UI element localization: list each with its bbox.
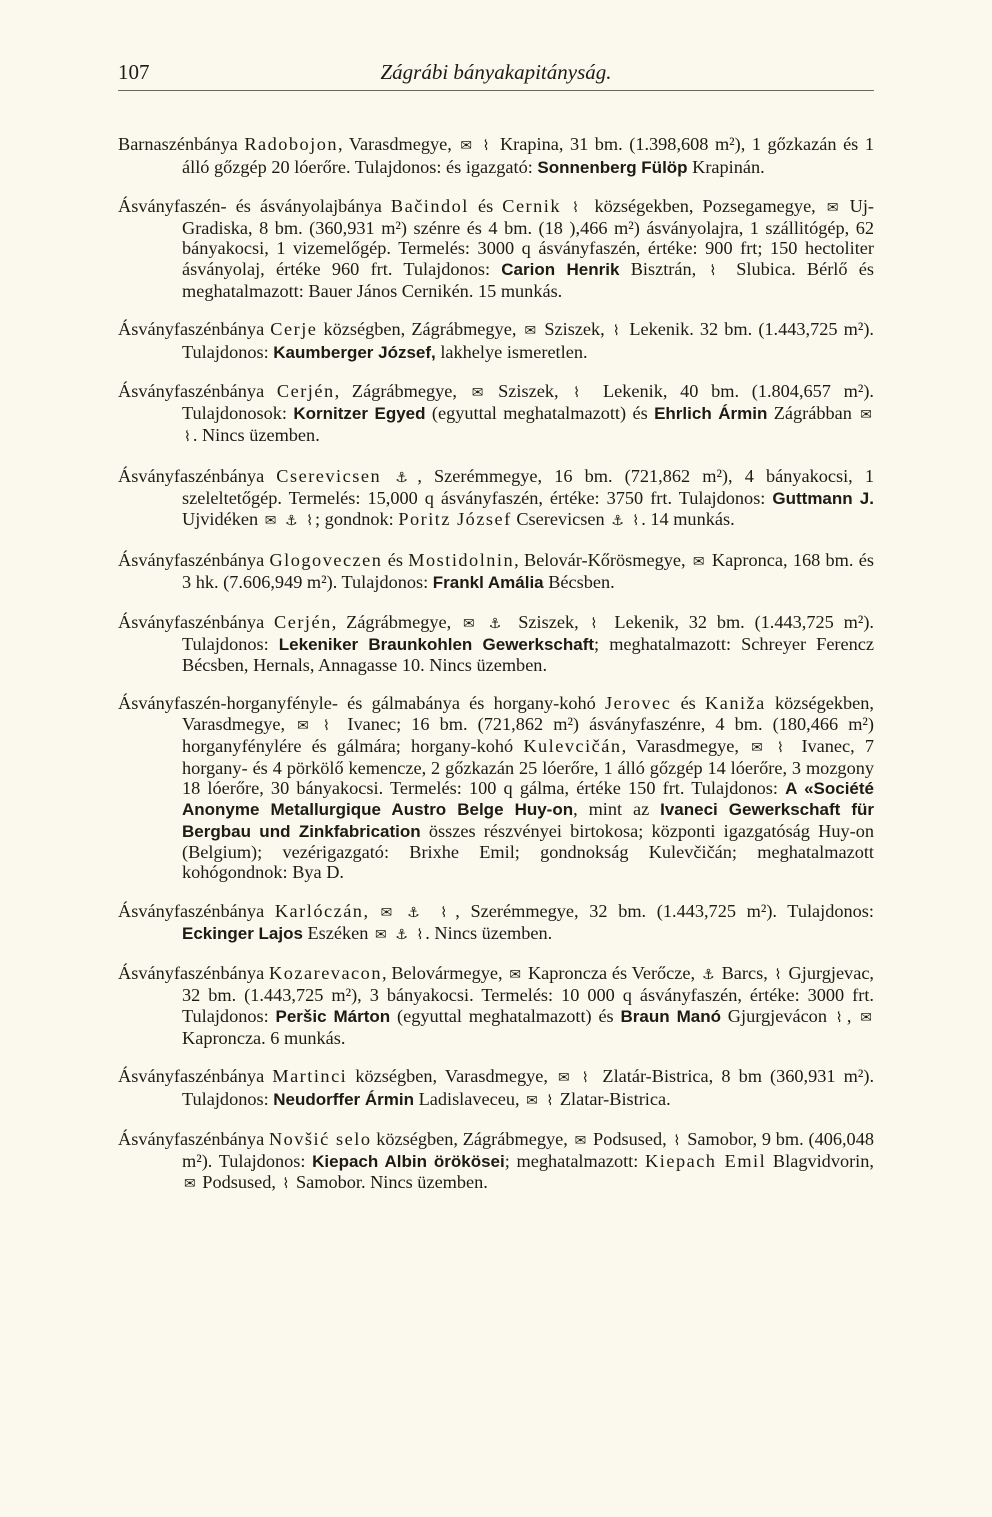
- envelope-icon: ✉: [297, 717, 309, 734]
- entry-text: Blagvidvorin,: [766, 1151, 874, 1172]
- envelope-icon: ✉: [751, 739, 763, 756]
- entry-text: [477, 612, 487, 632]
- envelope-icon: ✉: [526, 1092, 538, 1109]
- owner-name: Neudorffer Ármin: [273, 1089, 414, 1109]
- telegraph-icon: ⌇: [835, 1009, 845, 1026]
- entry-text: Lekenik, 32 bm. (1.443,725 m²). Tulajdonos:: [182, 611, 874, 654]
- entry-text: , Belovár-Kőrösmegye,: [514, 549, 691, 570]
- place-name: Jerovec: [605, 693, 672, 714]
- entry-text: és: [468, 196, 503, 216]
- mine-entry: [118, 901, 874, 945]
- entry-text: , Varasdmegye,: [338, 134, 459, 155]
- telegraph-icon: ⌇: [632, 513, 640, 530]
- entry-text: Ásványfaszén- és ásványolajbánya: [118, 196, 391, 216]
- envelope-icon: ✉: [463, 615, 475, 632]
- telegraph-icon: ⌇: [776, 739, 790, 756]
- entry-text: Eszéken: [302, 922, 373, 943]
- entry-text: Kaproncza és Verőcze,: [523, 963, 700, 984]
- page-header: [118, 60, 874, 91]
- envelope-icon: ✉: [692, 553, 705, 570]
- entry-text: Ásványfaszénbánya: [118, 611, 275, 632]
- page-number: 107: [118, 60, 150, 84]
- entry-text: Kaproncza. 6 munkás.: [182, 1027, 346, 1048]
- railway-icon: ⚓: [611, 513, 624, 530]
- entry-text: és: [382, 549, 409, 570]
- entry-text: Kapronca, 168 bm. és 3 hk. (7.606,949 m²). Tulajdonos:: [182, 549, 874, 593]
- telegraph-icon: ⌇: [774, 967, 782, 984]
- envelope-icon: ✉: [374, 926, 387, 943]
- railway-icon: ⚓: [488, 615, 507, 632]
- entry-text: községben, Zágrábmegye,: [371, 1129, 573, 1150]
- entry-text: Krapinán.: [687, 156, 765, 177]
- railway-icon: ⚓: [395, 469, 416, 486]
- owner-name: Peršic Márton: [275, 1006, 391, 1026]
- envelope-icon: ✉: [860, 1009, 872, 1026]
- telegraph-icon: ⌇: [573, 385, 589, 402]
- entry-text: [561, 196, 570, 216]
- mine-entry: [118, 550, 874, 593]
- entry-text: Ásványfaszénbánya: [118, 381, 277, 402]
- place-name: Martinci: [272, 1066, 348, 1087]
- telegraph-icon: ⌇: [673, 1133, 681, 1150]
- entry-text: , mint az: [573, 799, 661, 820]
- place-name: Cerjén: [276, 381, 335, 402]
- envelope-icon: ✉: [460, 138, 473, 155]
- telegraph-icon: ⌇: [440, 904, 454, 921]
- entry-text: Zlatár-Bistrica, 8 bm (360,931 m²). Tulajdonos:: [182, 1066, 875, 1109]
- entry-text: Sziszek,: [508, 611, 589, 632]
- mine-entry: [118, 381, 874, 448]
- entry-text: Ivanec, 7 horgany- és 4 pörkölő kemencze, 2 gőzkazán 25 lóerőre, 1 álló gőzgép 14 lóerőre, 3 mozgony 18 lóerőre, 30 bányakocsi. Termelés: 100 q gálma, értéke 150 frt. Tulajdonos:: [182, 735, 874, 799]
- entry-text: [765, 736, 775, 756]
- railway-icon: ⚓: [395, 926, 408, 943]
- mine-entry: [118, 963, 874, 1048]
- entry-text: Ásványfaszénbánya: [118, 319, 271, 340]
- envelope-icon: ✉: [184, 1176, 196, 1193]
- entry-text: Podsused,: [588, 1129, 672, 1150]
- entry-text: Barnaszénbánya: [118, 134, 245, 155]
- telegraph-icon: ⌇: [416, 926, 424, 943]
- running-head: Zágrábi bányakapitányság.: [380, 60, 612, 84]
- entry-text: Gjurgjevac, 32 bm. (1.443,725 m²), 3 bányakocsi. Termelés: 10 000 q ásványfaszén, értéke: 3000 frt. Tulajdonos:: [182, 963, 875, 1026]
- entry-text: [311, 714, 321, 734]
- place-name: Kulevcičán: [523, 735, 622, 756]
- telegraph-icon: ⌇: [590, 615, 603, 632]
- envelope-icon: ✉: [574, 1133, 587, 1150]
- entry-text: Ásványfaszénbánya: [118, 963, 270, 984]
- entry-text: , Szerémmegye, 16 bm. (721,862 m²), 4 bányakocsi, 1 szeleltetőgép. Termelés: 15,000 q ásványfaszén, értéke: 3750 frt. Tulajdonos:: [182, 465, 874, 509]
- entry-text: ; gondnok:: [315, 509, 399, 530]
- telegraph-icon: ⌇: [572, 200, 584, 216]
- entry-text: Barcs,: [716, 963, 773, 984]
- mine-entry: [118, 693, 874, 882]
- entry-text: Zágrábban: [767, 403, 859, 424]
- entry-list: [118, 116, 874, 1207]
- entry-text: Ásványfaszén-horganyfényle- és gálmabánya és horgany-kohó: [118, 693, 606, 714]
- entry-text: (egyuttal meghatalmazott) és: [390, 1005, 621, 1026]
- entry-text: és: [671, 693, 706, 714]
- entry-text: Ásványfaszénbánya: [118, 1066, 273, 1087]
- place-name: Bačindol: [390, 196, 469, 216]
- owner-name: Braun Manó: [620, 1006, 721, 1026]
- place-name: Radobojon: [244, 134, 339, 155]
- telegraph-icon: ⌇: [482, 138, 492, 155]
- owner-name: Frankl Amália: [432, 573, 544, 593]
- mine-entry: [118, 319, 874, 362]
- entry-text: , Zágrábmegye,: [331, 611, 462, 632]
- mine-entry: [118, 466, 874, 532]
- owner-name: Kiepach Albin örökösei: [312, 1152, 505, 1172]
- owner-name: Guttmann J.: [772, 489, 874, 509]
- mine-entry: [118, 612, 874, 676]
- mine-entry: [118, 134, 874, 177]
- entry-text: Bisztrán,: [619, 258, 708, 279]
- entry-text: Krapina, 31 bm. (1.398,608 m²), 1 gőzkazán és 1 álló gőzgép 20 lóerőre. Tulajdonos: és igazgató:: [182, 134, 874, 177]
- owner-name: Sonnenberg Fülöp: [537, 157, 688, 177]
- telegraph-icon: ⌇: [581, 1070, 593, 1087]
- mine-entry: [118, 1129, 874, 1195]
- place-name: Kiepach Emil: [645, 1151, 767, 1172]
- entry-text: ; meghatalmazott: Schreyer Ferencz Bécsben, Hernals, Annagasse 10. Nincs üzemben.: [182, 633, 874, 675]
- place-name: Mostidolnin: [408, 549, 515, 570]
- entry-text: [394, 901, 405, 921]
- place-name: Poritz József: [398, 509, 512, 530]
- owner-name: Eckinger Lajos: [182, 923, 303, 943]
- entry-text: [381, 466, 393, 486]
- entry-text: . Nincs üzemben.: [192, 425, 320, 446]
- entry-text: Ivanec; 16 bm. (721,862 m²) ásványfaszénre, 4 bm. (180,466 m²) horganyfénylére és gálmára; horgany-kohó: [182, 713, 875, 756]
- entry-text: községekben, Pozsegamegye,: [585, 196, 825, 216]
- entry-text: községben, Varasdmegye,: [347, 1066, 557, 1087]
- telegraph-icon: ⌇: [282, 1176, 290, 1193]
- entry-text: Ujvidéken: [182, 509, 263, 530]
- entry-text: községekben, Varasdmegye,: [182, 693, 874, 734]
- entry-text: Lekenik, 40 bm. (1.804,657 m²). Tulajdonosok:: [182, 381, 875, 424]
- entry-text: Cserevicsen: [511, 509, 610, 530]
- entry-text: [572, 1066, 580, 1086]
- entry-text: , Zágrábmegye,: [334, 381, 470, 402]
- entry-text: Lekenik. 32 bm. (1.443,725 m²). Tulajdonos:: [182, 319, 874, 362]
- entry-text: [474, 134, 481, 154]
- envelope-icon: ✉: [826, 200, 839, 216]
- owner-name: Kaumberger József,: [273, 342, 436, 362]
- entry-text: . 14 munkás.: [641, 509, 735, 530]
- place-name: Cerje: [270, 319, 318, 340]
- place-name: Cernik: [502, 196, 562, 216]
- entry-text: lakhelye ismeretlen.: [435, 341, 588, 362]
- telegraph-icon: ⌇: [709, 262, 723, 279]
- place-name: Cserevicsen: [276, 465, 382, 486]
- place-name: Novšić selo: [268, 1129, 372, 1150]
- entry-text: , Belovármegye,: [381, 963, 508, 984]
- envelope-icon: ✉: [558, 1070, 570, 1087]
- envelope-icon: ✉: [264, 513, 277, 530]
- entry-text: Ladislaveceu,: [414, 1088, 525, 1109]
- entry-text: (egyuttal meghatalmazott) és: [425, 403, 655, 424]
- entry-text: Podsused,: [197, 1172, 281, 1193]
- owner-name: A «Société Anonyme Metallurgique Austro Belge Huy-on: [182, 779, 875, 820]
- telegraph-icon: ⌇: [306, 513, 314, 530]
- telegraph-icon: ⌇: [184, 429, 191, 446]
- place-name: Glogoveczen: [269, 549, 383, 570]
- entry-text: Slubica. Bérlő és meghatalmazott: Bauer János Cernikén. 15 munkás.: [182, 258, 874, 301]
- owner-name: Ehrlich Ármin: [654, 404, 768, 424]
- envelope-icon: ✉: [471, 385, 484, 402]
- entry-text: ,: [846, 1005, 859, 1026]
- entry-text: Gjurgjevácon: [720, 1005, 834, 1026]
- envelope-icon: ✉: [860, 407, 873, 424]
- owner-name: Carion Henrik: [501, 259, 620, 279]
- mine-entry: [118, 196, 874, 301]
- railway-icon: ⚓: [285, 513, 298, 530]
- entry-text: . Nincs üzemben.: [425, 922, 553, 943]
- railway-icon: ⚓: [701, 967, 715, 984]
- entry-text: Sziszek,: [485, 381, 572, 402]
- telegraph-icon: ⌇: [612, 323, 622, 340]
- telegraph-icon: ⌇: [322, 717, 336, 734]
- entry-text: Ásványfaszénbánya: [118, 1129, 269, 1150]
- entry-text: [428, 901, 439, 921]
- owner-name: Kornitzer Egyed: [293, 404, 426, 424]
- entry-text: községben, Zágrábmegye,: [317, 319, 523, 340]
- telegraph-icon: ⌇: [546, 1092, 554, 1109]
- place-name: Karlóczán: [274, 900, 364, 921]
- entry-text: Ásványfaszénbánya: [118, 900, 275, 921]
- owner-name: Lekeniker Braunkohlen Gewerkschaft: [278, 634, 595, 654]
- place-name: Kaniža: [705, 693, 766, 714]
- envelope-icon: ✉: [380, 904, 393, 921]
- entry-text: Samobor, 9 bm. (406,048 m²). Tulajdonos:: [182, 1129, 874, 1172]
- entry-text: Ásványfaszénbánya: [118, 465, 277, 486]
- envelope-icon: ✉: [509, 967, 522, 984]
- entry-text: ; meghatalmazott:: [504, 1151, 646, 1172]
- entry-text: Ásványfaszénbánya: [118, 549, 270, 570]
- owner-name: Ivaneci Gewerkschaft für Bergbau und Zinkfabrication: [182, 800, 874, 841]
- entry-text: összes részvényei birtokosa; központi igazgatóság Huy-on (Belgium); vezérigazgató: Brixhe Emil; gondnokság Kulevčičán; meghatalmazott kohógondnok: Bya D.: [182, 820, 874, 883]
- entry-text: Bécsben.: [543, 572, 615, 593]
- entry-text: Zlatar-Bistrica.: [555, 1088, 671, 1109]
- railway-icon: ⚓: [407, 904, 426, 921]
- entry-text: , Varasdmegye,: [621, 735, 750, 756]
- entry-text: Sziszek,: [538, 319, 611, 340]
- mine-entry: [118, 1066, 874, 1110]
- entry-text: ,: [363, 900, 379, 921]
- place-name: Cerjén: [274, 611, 332, 632]
- entry-text: Samobor. Nincs üzemben.: [291, 1172, 488, 1193]
- envelope-icon: ✉: [524, 323, 537, 340]
- place-name: Kozarevacon: [269, 963, 382, 984]
- entry-text: , Szerémmegye, 32 bm. (1.443,725 m²). Tulajdonos:: [455, 900, 874, 921]
- entry-text: Uj-Gradiska, 8 bm. (360,931 m²) szénre és 4 bm. (18 ),466 m²) ásványolajra, 1 szállitógép, 62 bányakocsi, 1 vizemelőgép. Termelés: 3000 q ásványfaszén, értéke: 900 frt; 150 hectoliter ásványolaj, értéke 960 frt. Tulajdonos:: [182, 196, 874, 279]
